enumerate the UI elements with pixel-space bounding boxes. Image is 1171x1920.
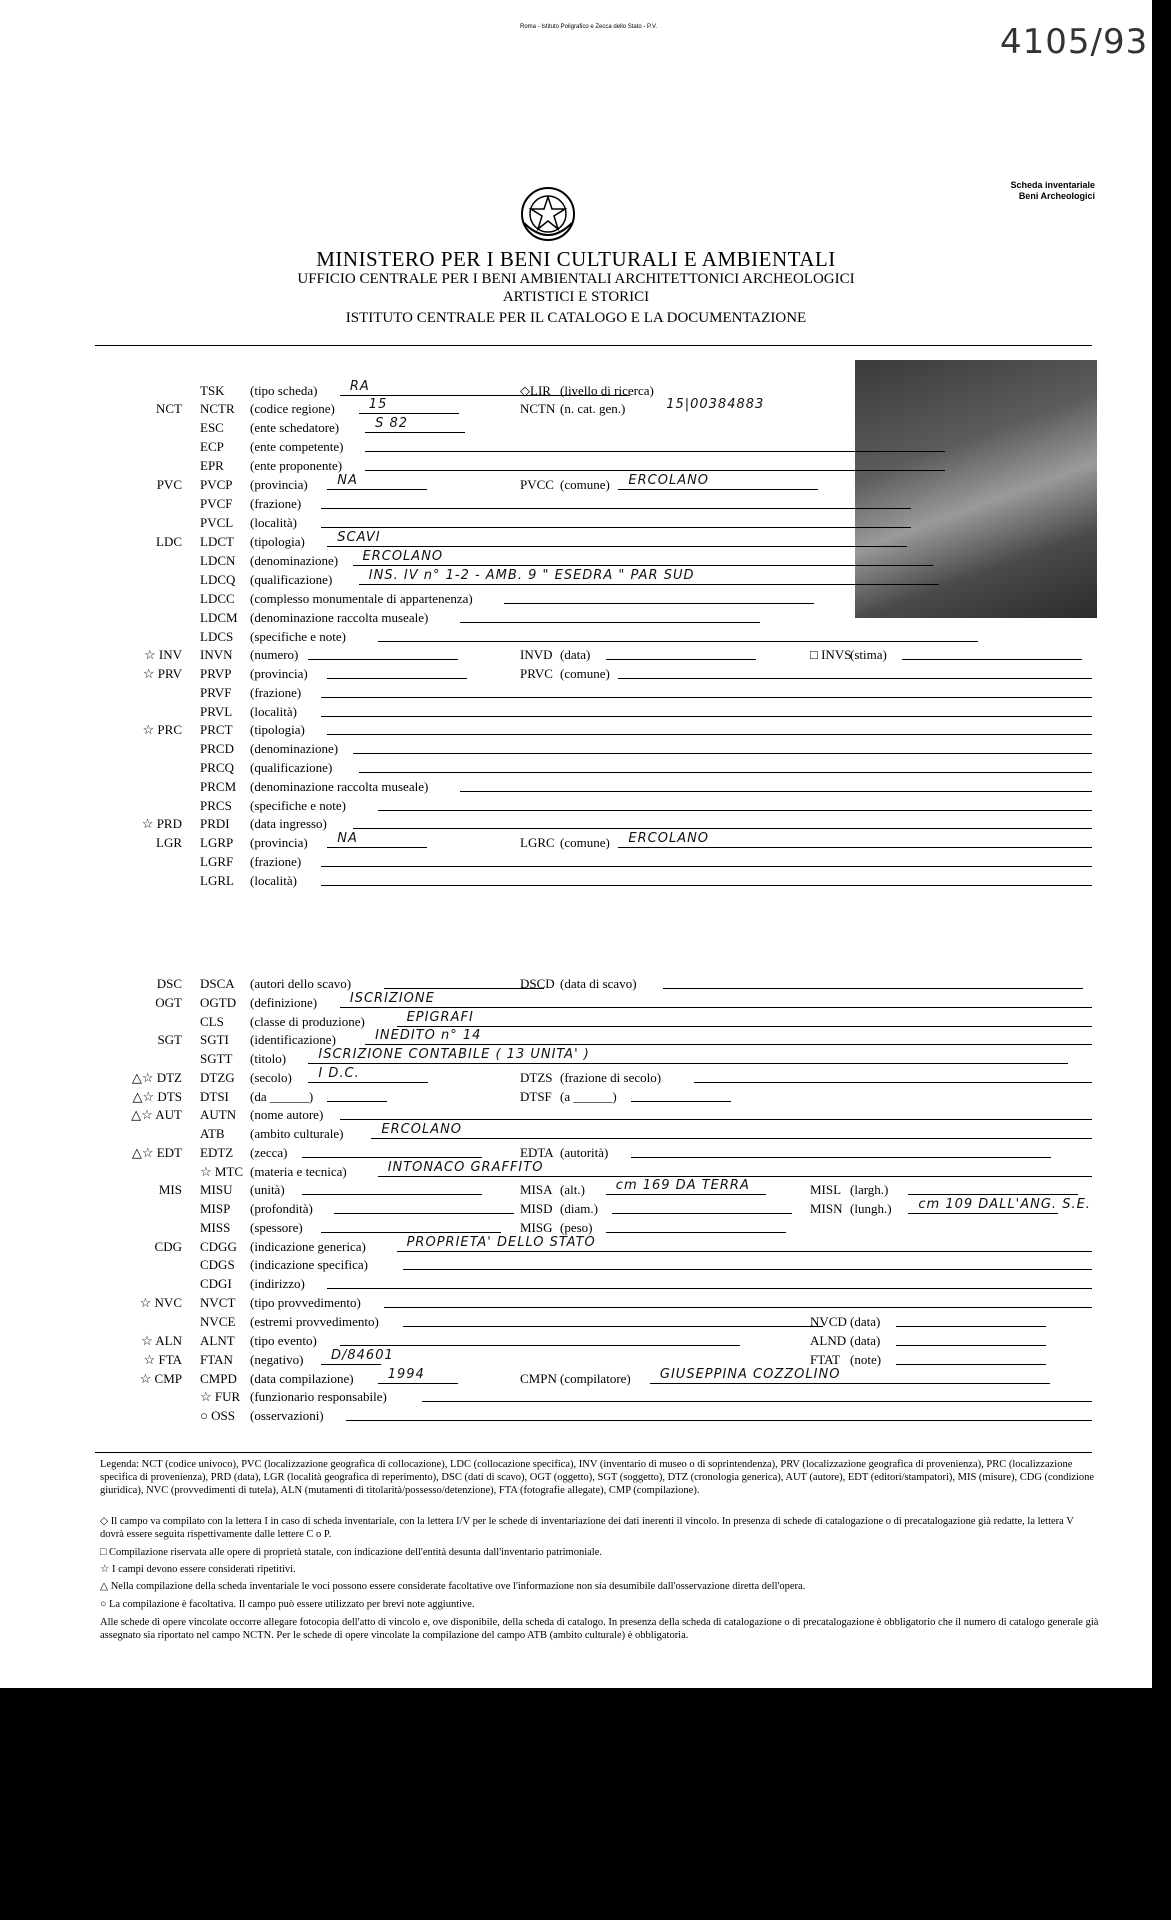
field-label: (comune) (560, 666, 610, 681)
field-underline[interactable] (371, 1126, 1092, 1139)
field-code: MISD (520, 1201, 553, 1216)
field-label: (livello di ricerca) (560, 383, 654, 398)
field-ogtd (0, 991, 1152, 1013)
field-code: LGRP (200, 835, 234, 850)
field-underline[interactable] (694, 1070, 1092, 1083)
field-value: D/84601 (331, 1348, 394, 1363)
field-code: PRVF (200, 685, 232, 700)
field-code: CDGG (200, 1239, 237, 1254)
field-label: (peso) (560, 1220, 593, 1235)
field-code: DSCA (200, 976, 235, 991)
field-underline[interactable] (321, 515, 911, 528)
field-code: TSK (200, 383, 225, 398)
field-label: (stima) (850, 647, 887, 662)
field-value: INEDITO n° 14 (375, 1028, 482, 1043)
office-title (0, 270, 1152, 306)
field-code: PRVL (200, 704, 233, 719)
field-ldct (0, 530, 1152, 552)
field-label: (tipologia) (250, 722, 305, 737)
field-code: PVCC (520, 477, 554, 492)
field-underline[interactable] (606, 1220, 786, 1233)
field-label: (ente proponente) (250, 458, 343, 473)
field-invs (0, 647, 1152, 665)
field-value: ERCOLANO (628, 473, 710, 488)
field-label: (località) (250, 704, 297, 719)
field-fur (0, 1389, 1152, 1407)
field-label: (tipologia) (250, 534, 305, 549)
legend-note-1: ◇ Il campo va compilato con la lettera I in caso di scheda inventariale, con la lettera I/V per le schede di inventariazione dei dati inerenti il vincolo. In presenza di schede di catalogazione o di precatalogazione già redatte, la lettera V dovrà essere seguita rispettivamente dalle lettere C o P. (100, 1516, 1074, 1540)
group-code: NCT (156, 401, 182, 416)
field-underline[interactable] (327, 722, 1092, 735)
field-label: (compilatore) (560, 1371, 631, 1386)
field-code: ESC (200, 420, 224, 435)
field-label: (località) (250, 873, 297, 888)
field-label: (spessore) (250, 1220, 303, 1235)
office-line-1: UFFICIO CENTRALE PER I BENI AMBIENTALI ARCHITETTONICI ARCHEOLOGICI (297, 271, 855, 287)
field-cdgs (0, 1257, 1152, 1275)
field-code: ◇LIR (520, 383, 551, 398)
field-label: (tipo scheda) (250, 383, 318, 398)
field-value: INS. IV n° 1-2 - AMB. 9 " ESEDRA " PAR SUD (368, 568, 695, 583)
field-code: DTSF (520, 1089, 552, 1104)
field-code: NCTR (200, 401, 235, 416)
field-label: (località) (250, 515, 297, 530)
field-value: cm 109 DALL'ANG. S.E. (918, 1197, 1091, 1212)
field-value: RA (349, 379, 370, 394)
handwritten-reference: 4105/93 (1000, 22, 1149, 62)
field-code: DTSI (200, 1089, 229, 1104)
field-edta (0, 1145, 1152, 1163)
field-pvcf (0, 496, 1152, 514)
field-value: ERCOLANO (381, 1122, 463, 1137)
field-code: CDGS (200, 1257, 235, 1272)
group-code: ☆ CMP (139, 1371, 182, 1386)
field-label: (qualificazione) (250, 572, 333, 587)
field-label: (tipo evento) (250, 1333, 317, 1348)
field-label: (codice regione) (250, 401, 335, 416)
field-code: FTAT (810, 1352, 841, 1367)
field-underline[interactable] (422, 1389, 1092, 1402)
field-underline[interactable] (384, 1295, 1092, 1308)
field-code: EDTZ (200, 1145, 234, 1160)
group-code: ☆ FTA (143, 1352, 182, 1367)
field-code: ☆ MTC (200, 1164, 244, 1179)
field-underline[interactable] (460, 779, 1092, 792)
field-label: (denominazione) (250, 741, 339, 756)
field-underline[interactable] (663, 976, 1083, 989)
legend-rule (95, 1452, 1092, 1453)
field-code: EPR (200, 458, 224, 473)
field-label: (data compilazione) (250, 1371, 354, 1386)
field-code: ALND (810, 1333, 847, 1348)
field-label: (data) (850, 1333, 881, 1348)
field-pvcl (0, 515, 1152, 533)
field-underline[interactable] (631, 1145, 1051, 1158)
field-prvc (0, 666, 1152, 684)
group-code: ☆ PRD (141, 816, 182, 831)
field-code: LDCT (200, 534, 234, 549)
field-code: PRCS (200, 798, 232, 813)
field-value: S 82 (375, 416, 409, 431)
ministry-title: MINISTERO PER I BENI CULTURALI E AMBIENTALI (316, 247, 836, 271)
field-value: PROPRIETA' DELLO STATO (406, 1235, 596, 1250)
field-code: FTAN (200, 1352, 233, 1367)
scheda-type-line-2: Beni Archeologici (1018, 191, 1095, 201)
field-label: (provincia) (250, 477, 308, 492)
field-label: (indicazione specifica) (250, 1257, 369, 1272)
field-underline[interactable] (340, 1107, 1092, 1120)
field-label: (osservazioni) (250, 1408, 324, 1423)
field-code: CLS (200, 1014, 224, 1029)
field-code: MISG (520, 1220, 553, 1235)
field-label: (unità) (250, 1182, 285, 1197)
field-underline[interactable] (321, 873, 1092, 886)
field-code: PRCT (200, 722, 233, 737)
field-label: (data di scavo) (560, 976, 637, 991)
field-label: (da ______) (250, 1089, 314, 1104)
field-atb (0, 1122, 1152, 1144)
group-code: CDG (154, 1239, 182, 1254)
field-label: (tipo provvedimento) (250, 1295, 361, 1310)
legend-note-5: ○ La compilazione è facoltativa. Il campo può essere utilizzato per brevi note aggiuntive. (100, 1599, 475, 1610)
field-label: (ente competente) (250, 439, 344, 454)
field-lgrc (0, 831, 1152, 853)
field-code: ATB (200, 1126, 225, 1141)
field-code: PRVP (200, 666, 232, 681)
group-code: △☆ DTZ (131, 1070, 182, 1085)
field-label: (comune) (560, 835, 610, 850)
field-label: (nome autore) (250, 1107, 324, 1122)
field-label: (frazione di secolo) (560, 1070, 662, 1085)
field-underline[interactable] (365, 458, 945, 471)
field-code: NVCE (200, 1314, 236, 1329)
field-oss (0, 1408, 1152, 1426)
field-sgtt (0, 1047, 1152, 1069)
field-nvcd (0, 1314, 1152, 1332)
legend-note-6: Alle schede di opere vincolate occorre allegare fotocopia dell'atto di vincolo e, ove disponibile, della scheda di catalogo. In presenza della scheda di catalogazione o di precatalogazione è obbligatorio che il numero di catalogo generale già assegnato sia riportato nel campo NCTN. Per le schede di opere vincolate la compilazione del campo ATB (ambito culturale) è obbligatoria. (100, 1617, 1099, 1641)
field-ftat (0, 1352, 1152, 1370)
field-lgrf (0, 854, 1152, 872)
field-label: (a ______) (560, 1089, 617, 1104)
field-label: (secolo) (250, 1070, 292, 1085)
field-code: EDTA (520, 1145, 554, 1160)
field-label: (indirizzo) (250, 1276, 305, 1291)
field-nctn (0, 397, 1152, 419)
field-label: (data ingresso) (250, 816, 327, 831)
group-code: PVC (156, 477, 182, 492)
field-underline[interactable] (321, 854, 1092, 867)
field-value: ISCRIZIONE (349, 991, 435, 1006)
field-code: MISU (200, 1182, 233, 1197)
group-code: LDC (156, 534, 182, 549)
group-code: △☆ DTS (132, 1089, 182, 1104)
scheda-type-line-1: Scheda inventariale (1010, 180, 1095, 190)
field-label: (specifiche e note) (250, 629, 347, 644)
group-code: △☆ EDT (131, 1145, 182, 1160)
field-underline[interactable] (359, 760, 1092, 773)
field-pvcc (0, 473, 1152, 495)
field-code: MISP (200, 1201, 231, 1216)
group-code: ☆ INV (143, 647, 182, 662)
field-code: PVCL (200, 515, 234, 530)
field-label: (autori dello scavo) (250, 976, 352, 991)
field-code: PVCF (200, 496, 233, 511)
field-label: (autorità) (560, 1145, 609, 1160)
field-code: SGTI (200, 1032, 229, 1047)
legend-note-4: △ Nella compilazione della scheda inventariale le voci possono essere considerate facoltative ove l'informazione non sia desumibile dall'osservazione diretta dell'opera. (100, 1581, 806, 1592)
field-label: (diam.) (560, 1201, 598, 1216)
field-autn (0, 1107, 1152, 1125)
field-underline[interactable] (403, 1257, 1092, 1270)
field-code: INVN (200, 647, 233, 662)
field-label: (lungh.) (850, 1201, 892, 1216)
field-underline[interactable] (902, 647, 1082, 660)
field-code: PRVC (520, 666, 553, 681)
field-cdgg (0, 1235, 1152, 1257)
group-code: SGT (157, 1032, 182, 1047)
field-prvl (0, 704, 1152, 722)
scheda-type (1000, 180, 1095, 202)
group-code: LGR (156, 835, 182, 850)
field-lir (0, 383, 1152, 401)
field-code: DTZG (200, 1070, 235, 1085)
field-ldcq (0, 568, 1152, 590)
field-code: NCTN (520, 401, 556, 416)
field-esc (0, 416, 1152, 438)
field-code: LGRL (200, 873, 234, 888)
field-code: MISS (200, 1220, 231, 1235)
field-label: (provincia) (250, 666, 308, 681)
field-prvf (0, 685, 1152, 703)
field-code: LDCC (200, 591, 235, 606)
field-label: (frazione) (250, 496, 302, 511)
field-label: (frazione) (250, 854, 302, 869)
field-code: DSCD (520, 976, 555, 991)
group-code: ☆ PRC (142, 722, 182, 737)
group-code: OGT (155, 995, 182, 1010)
institute-title: ISTITUTO CENTRALE PER IL CATALOGO E LA DOCUMENTAZIONE (345, 310, 807, 326)
printer-note: Roma - Istituto Poligrafico e Zecca dello Stato - P.V. (520, 24, 658, 30)
field-label: (identificazione) (250, 1032, 336, 1047)
field-code: ALNT (200, 1333, 235, 1348)
field-label: (largh.) (850, 1182, 889, 1197)
office-line-2: ARTISTICI E STORICI (502, 289, 650, 305)
group-code: ☆ ALN (141, 1333, 182, 1348)
header-rule (95, 345, 1092, 346)
field-code: PRCD (200, 741, 234, 756)
field-label: (profondità) (250, 1201, 313, 1216)
field-code: ○ OSS (200, 1408, 235, 1423)
field-code: ☆ FUR (200, 1389, 241, 1404)
field-code: LDCM (200, 610, 238, 625)
field-label: (zecca) (250, 1145, 288, 1160)
field-code: LDCN (200, 553, 236, 568)
field-prcm (0, 779, 1152, 797)
field-prcd (0, 741, 1152, 759)
republic-emblem-icon (510, 183, 586, 245)
field-label: (frazione) (250, 685, 302, 700)
field-alnd (0, 1333, 1152, 1351)
field-label: (note) (850, 1352, 882, 1367)
field-code: INVD (520, 647, 553, 662)
field-nvct (0, 1295, 1152, 1313)
field-value: SCAVI (337, 530, 381, 545)
field-underline[interactable] (327, 1276, 1092, 1289)
field-code: PVCP (200, 477, 233, 492)
field-prct (0, 722, 1152, 740)
field-label: (denominazione) (250, 553, 339, 568)
legend-note-3: ☆ I campi devono essere considerati ripetitivi. (100, 1564, 296, 1575)
field-underline[interactable] (353, 741, 1093, 754)
group-code: MIS (158, 1182, 182, 1197)
field-cls (0, 1010, 1152, 1032)
field-label: (materia e tecnica) (250, 1164, 347, 1179)
field-cmpn (0, 1367, 1152, 1389)
field-underline[interactable] (321, 704, 1092, 717)
field-underline[interactable] (327, 534, 907, 547)
field-label: (definizione) (250, 995, 318, 1010)
field-code: NVCT (200, 1295, 236, 1310)
group-code: △☆ AUT (131, 1107, 182, 1122)
field-label: (complesso monumentale di appartenenza) (250, 591, 473, 606)
field-label: (ambito culturale) (250, 1126, 344, 1141)
field-dtzs (0, 1070, 1152, 1088)
field-dtsf (0, 1089, 1152, 1107)
field-label: (ente schedatore) (250, 420, 340, 435)
field-value: ISCRIZIONE CONTABILE ( 13 UNITA' ) (318, 1047, 590, 1062)
field-ecp (0, 439, 1152, 457)
field-code: MISL (810, 1182, 842, 1197)
field-underline[interactable] (365, 439, 945, 452)
field-label: (data) (850, 1314, 881, 1329)
field-underline[interactable] (321, 496, 911, 509)
field-underline[interactable] (896, 1352, 1046, 1365)
field-label: (titolo) (250, 1051, 287, 1066)
field-code: CMPD (200, 1371, 237, 1386)
field-label: (estremi provvedimento) (250, 1314, 379, 1329)
field-value: cm 169 DA TERRA (615, 1178, 750, 1193)
field-label: (classe di produzione) (250, 1014, 365, 1029)
field-value: 1994 (387, 1367, 425, 1382)
field-code: ECP (200, 439, 224, 454)
field-label: (provincia) (250, 835, 308, 850)
field-underline[interactable] (397, 1014, 1092, 1027)
field-label: (n. cat. gen.) (560, 401, 626, 416)
field-cdgi (0, 1276, 1152, 1294)
field-label: (indicazione generica) (250, 1239, 366, 1254)
field-code: PRDI (200, 816, 230, 831)
field-underline[interactable] (631, 1089, 731, 1102)
field-code: PRCM (200, 779, 237, 794)
field-code: SGTT (200, 1051, 233, 1066)
field-misn (0, 1197, 1152, 1219)
field-prcs (0, 798, 1152, 816)
field-mtc (0, 1160, 1152, 1182)
field-prdi (0, 816, 1152, 834)
field-underline[interactable] (378, 798, 1092, 811)
field-label: (specifiche e note) (250, 798, 347, 813)
field-label: (funzionario responsabile) (250, 1389, 387, 1404)
field-value: NA (337, 831, 358, 846)
field-code: MISN (810, 1201, 843, 1216)
field-value: 15|00384883 (666, 397, 765, 412)
field-dscd (0, 976, 1152, 994)
field-underline[interactable] (460, 610, 760, 623)
field-label: (denominazione raccolta museale) (250, 779, 429, 794)
field-value: ERCOLANO (628, 831, 710, 846)
field-ldcs (0, 629, 1152, 647)
field-value: 15 (368, 397, 388, 412)
field-code: CMPN (520, 1371, 557, 1386)
field-underline[interactable] (896, 1314, 1046, 1327)
field-value: GIUSEPPINA COZZOLINO (659, 1367, 841, 1382)
field-code: AUTN (200, 1107, 237, 1122)
field-value: INTONACO GRAFFITO (387, 1160, 544, 1175)
field-underline[interactable] (353, 816, 1093, 829)
field-label: (data) (560, 647, 591, 662)
field-underline[interactable] (378, 629, 978, 642)
field-label: (comune) (560, 477, 610, 492)
field-code: LDCS (200, 629, 234, 644)
field-label: (numero) (250, 647, 299, 662)
field-underline[interactable] (618, 666, 1092, 679)
legend-text: Legenda: NCT (codice univoco), PVC (localizzazione geografica di collocazione), LDC (collocazione specifica), INV (inventario di museo o di soprintendenza), PRV (localizzazione geografica di provenienza), PRC (localizzazione specifica di provenienza), PRD (data), LGR (località geografica di reperimento), DSC (dati di scavo), OGT (oggetto), SGT (soggetto), DTZ (cronologia generica), AUT (autore), EDT (editori/stampatori), MIS (misure), CDG (condizione giuridica), NVC (provvedimenti di tutela), ALN (mutamenti di titolarità/possesso/detenzione), FTA (fotografie allegate), CMP (compilazione). (100, 1459, 1095, 1496)
field-underline[interactable] (896, 1333, 1046, 1346)
field-value: ERCOLANO (362, 549, 444, 564)
group-code: ☆ NVC (139, 1295, 182, 1310)
field-code: CDGI (200, 1276, 232, 1291)
field-code: LGRC (520, 835, 555, 850)
field-underline[interactable] (340, 995, 1092, 1008)
field-code: LDCQ (200, 572, 236, 587)
group-code: ☆ PRV (142, 666, 182, 681)
field-ldcm (0, 610, 1152, 628)
field-code: DTZS (520, 1070, 553, 1085)
field-code: OGTD (200, 995, 237, 1010)
field-code: LGRF (200, 854, 234, 869)
field-code: MISA (520, 1182, 553, 1197)
field-value: I D.C. (318, 1066, 360, 1081)
field-code: NVCD (810, 1314, 847, 1329)
field-label: (denominazione raccolta museale) (250, 610, 429, 625)
field-underline[interactable] (321, 685, 1092, 698)
field-label: (negativo) (250, 1352, 304, 1367)
field-epr (0, 458, 1152, 476)
field-code: PRCQ (200, 760, 234, 775)
field-value: NA (337, 473, 358, 488)
field-lgrl (0, 873, 1152, 891)
field-underline[interactable] (346, 1408, 1092, 1421)
field-ldcc (0, 591, 1152, 609)
field-value: EPIGRAFI (406, 1010, 474, 1025)
field-underline[interactable] (504, 591, 814, 604)
group-code: DSC (156, 976, 182, 991)
field-prcq (0, 760, 1152, 778)
field-underline[interactable] (908, 1182, 1078, 1195)
legend-note-2: □ Compilazione riservata alle opere di proprietà statale, con indicazione dell'entità desunta dall'inventario patrimoniale. (100, 1547, 602, 1558)
field-label: (qualificazione) (250, 760, 333, 775)
field-label: (alt.) (560, 1182, 585, 1197)
field-code: □ INVS (810, 647, 852, 662)
